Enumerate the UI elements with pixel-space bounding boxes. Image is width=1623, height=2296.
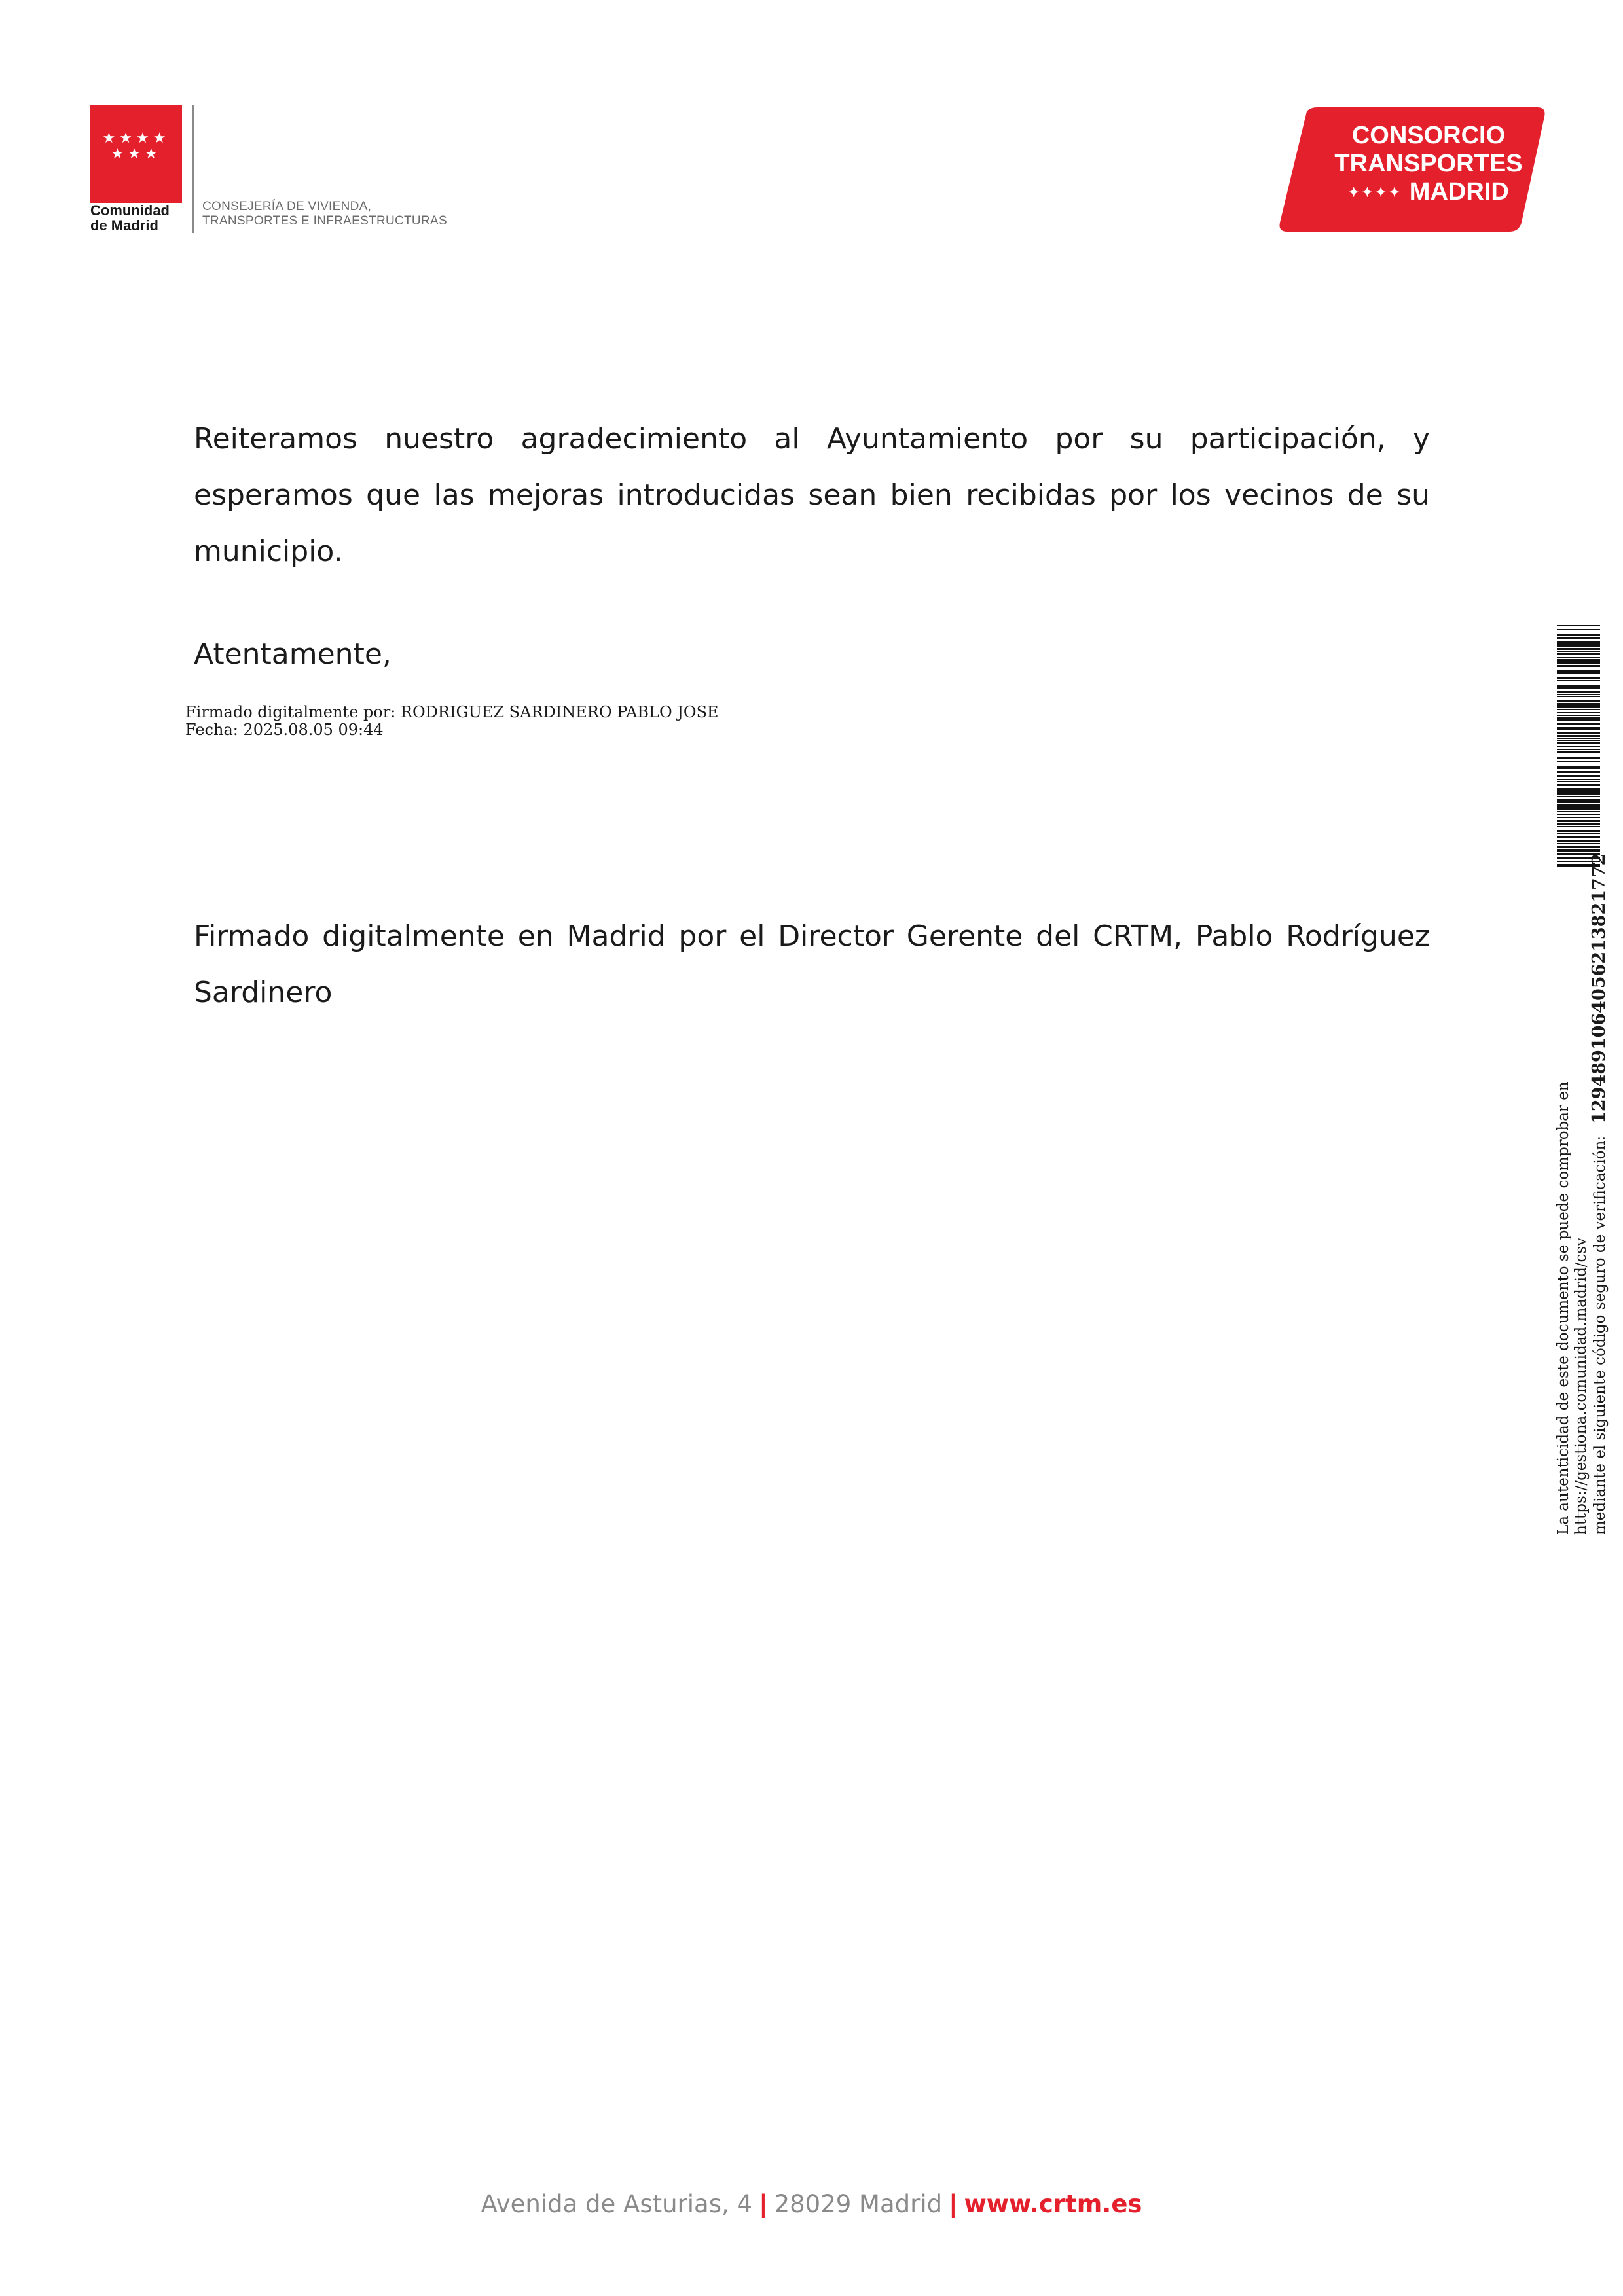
verification-text bbox=[1555, 853, 1623, 1535]
verification-code: 1294891064056213821772 bbox=[1589, 853, 1609, 1124]
star-icon: ★★★★ ★★★ bbox=[102, 130, 170, 162]
digital-signature-block bbox=[185, 704, 719, 739]
crtm-line2: TRANSPORTES bbox=[1334, 150, 1523, 177]
crtm-logo-text bbox=[1324, 122, 1533, 207]
verification-line1: La autenticidad de este documento se puede comprobar en bbox=[1555, 1081, 1572, 1535]
signature-signer: Firmado digitalmente por: RODRIGUEZ SARDINERO PABLO JOSE bbox=[185, 703, 719, 721]
closing-salutation: Atentamente, bbox=[194, 637, 392, 671]
department-name bbox=[202, 200, 447, 228]
comunidad-madrid-name bbox=[90, 203, 189, 233]
star-icon: ✦✦✦✦ bbox=[1348, 185, 1403, 200]
verification-line2: https://gestiona.comunidad.madrid/csv bbox=[1573, 1237, 1590, 1535]
comunidad-madrid-logo bbox=[90, 105, 182, 203]
verification-line3: mediante el siguiente código seguro de verificación: bbox=[1592, 1135, 1609, 1535]
comunidad-name-line2: de Madrid bbox=[90, 217, 158, 234]
footer-city: 28029 Madrid bbox=[774, 2190, 943, 2218]
footer-separator: | bbox=[759, 2190, 768, 2218]
crtm-line3: MADRID bbox=[1409, 178, 1509, 206]
signature-date: Fecha: 2025.08.05 09:44 bbox=[185, 721, 384, 739]
footer-separator: | bbox=[949, 2190, 958, 2218]
barcode-icon bbox=[1557, 625, 1600, 869]
department-line1: CONSEJERÍA DE VIVIENDA, bbox=[202, 200, 372, 213]
logo-divider bbox=[192, 105, 194, 233]
footer-website-link[interactable]: www.crtm.es bbox=[964, 2190, 1142, 2218]
crtm-line1: CONSORCIO bbox=[1351, 122, 1506, 149]
signed-statement: Firmado digitalmente en Madrid por el Director Gerente del CRTM, Pablo Rodríguez Sardinero bbox=[194, 920, 1430, 1009]
department-line2: TRANSPORTES E INFRAESTRUCTURAS bbox=[202, 214, 447, 228]
body-paragraph: Reiteramos nuestro agradecimiento al Ayuntamiento por su participación, y esperamos que las mejoras introducidas sean bien recibidas por los vecinos de su municipio. bbox=[194, 422, 1430, 568]
footer bbox=[0, 2190, 1623, 2219]
footer-address: Avenida de Asturias, 4 bbox=[481, 2190, 753, 2218]
crtm-logo bbox=[1278, 107, 1546, 232]
comunidad-name-line1: Comunidad bbox=[90, 202, 170, 219]
